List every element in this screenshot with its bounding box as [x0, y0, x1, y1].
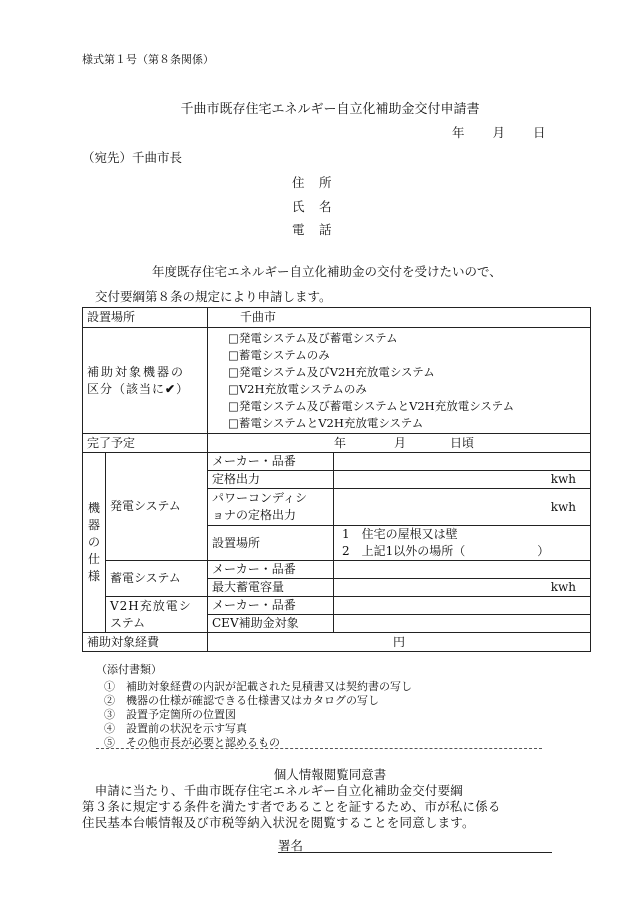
address-label: 住 所 [292, 175, 333, 190]
body-text-line1: 年度既存住宅エネルギー自立化補助金の交付を受けたいので、 [152, 264, 502, 279]
name-label: 氏 名 [292, 199, 333, 214]
consent-title: 個人情報閲覧同意書 [273, 767, 387, 782]
phone-label: 電 話 [292, 222, 333, 237]
option-checkbox-5[interactable]: □発電システム及び蓄電システムとV2H充放電システム [228, 398, 515, 413]
gen-rated-field[interactable]: kwh [334, 471, 591, 489]
consent-line2: 第３条に規定する条件を満たす者であることを証するため、市が私に係る [82, 799, 501, 814]
spec-vertical-label: 機 器 の 仕 様 [83, 453, 106, 633]
gen-system-label: 発電システム [106, 453, 208, 561]
attachments-heading: （添付書類） [96, 663, 162, 676]
completion-date[interactable]: 年 月 日頃 [208, 434, 591, 453]
v2h-cev-label: CEV補助金対象 [208, 615, 334, 633]
v2h-cev-field[interactable] [334, 615, 591, 633]
signature-line[interactable] [278, 852, 552, 853]
cost-field[interactable]: 円 [208, 633, 591, 652]
category-label: 補助対象機器の 区分（該当に✔） [83, 328, 208, 434]
option-checkbox-2[interactable]: □蓄電システムのみ [228, 347, 330, 362]
gen-maker-field[interactable] [334, 453, 591, 471]
date-year: 年 [452, 125, 465, 140]
option-checkbox-3[interactable]: □発電システム及びV2H充放電システム [228, 364, 435, 379]
option-checkbox-4[interactable]: □V2H充放電システムのみ [228, 381, 367, 396]
location-value[interactable]: 千曲市 [208, 308, 591, 328]
gen-power-label: パワーコンディシ ョナの定格出力 [208, 489, 334, 526]
attachment-item-5: ⑤ その他市長が必要と認めるもの [104, 736, 280, 749]
signature-label: 署名 [278, 838, 304, 853]
battery-system-label: 蓄電システム [106, 561, 208, 597]
option-checkbox-1[interactable]: □発電システム及び蓄電システム [228, 330, 398, 345]
cost-label: 補助対象経費 [83, 633, 208, 652]
check-mark-icon: ✔ [165, 381, 177, 396]
completion-label: 完了予定 [83, 434, 208, 453]
date-month: 月 [492, 125, 506, 140]
bat-capacity-field[interactable]: kwh [334, 579, 591, 597]
body-text-line2: 交付要綱第８条の規定により申請します。 [95, 289, 332, 304]
form-number: 様式第１号（第８条関係） [82, 53, 214, 66]
attachment-item-1: ① 補助対象経費の内訳が記載された見積書又は契約書の写し [104, 680, 412, 693]
v2h-maker-field[interactable] [334, 597, 591, 615]
bat-maker-label: メーカー・品番 [208, 561, 334, 579]
date-day: 日 [533, 125, 546, 140]
option-checkbox-6[interactable]: □蓄電システムとV2H充放電システム [228, 415, 424, 430]
attachment-item-4: ④ 設置前の状況を示す写真 [104, 722, 247, 735]
bat-maker-field[interactable] [334, 561, 591, 579]
gen-rated-label: 定格出力 [208, 471, 334, 489]
application-date [452, 123, 546, 141]
v2h-maker-label: メーカー・品番 [208, 597, 334, 615]
document-title: 千曲市既存住宅エネルギー自立化補助金交付申請書 [180, 102, 480, 117]
gen-maker-label: メーカー・品番 [208, 453, 334, 471]
addressee: （宛先）千曲市長 [82, 150, 183, 165]
location-label: 設置場所 [83, 308, 208, 328]
bat-capacity-label: 最大蓄電容量 [208, 579, 334, 597]
attachment-item-2: ② 機器の仕様が確認できる仕様書又はカタログの写し [104, 694, 379, 707]
gen-power-field[interactable]: kwh [334, 489, 591, 526]
gen-place-label: 設置場所 [208, 526, 334, 561]
category-options [208, 328, 591, 434]
v2h-system-label: V2H充放電シ ステム [106, 597, 208, 633]
attachment-item-3: ③ 設置予定箇所の位置図 [104, 708, 236, 721]
consent-line3: 住民基本台帳情報及び市税等納入状況を閲覧することを同意します。 [82, 815, 475, 830]
cut-line [96, 748, 542, 749]
application-table [82, 307, 591, 652]
consent-line1: 申請に当たり、千曲市既存住宅エネルギー自立化補助金交付要綱 [82, 783, 464, 798]
gen-place-options[interactable]: 1 住宅の屋根又は壁 2 上記1以外の場所（ ） [334, 526, 591, 561]
